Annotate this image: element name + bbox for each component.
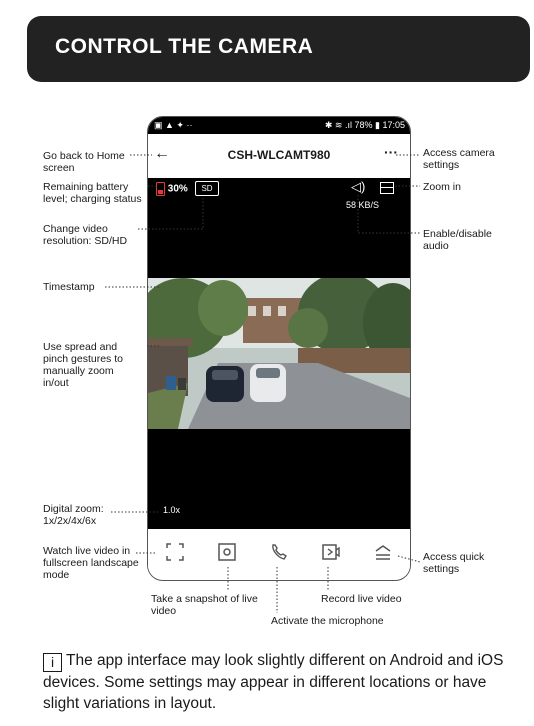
footer-text: The app interface may look slightly different on Android and iOS devices. Some settings may appear in different locations or have slight variations in layout.	[43, 652, 504, 712]
annotation-quick-settings: Access quick settings	[423, 551, 485, 575]
snapshot-icon[interactable]	[217, 542, 237, 562]
back-arrow-icon[interactable]: ←	[154, 145, 170, 162]
battery-icon	[156, 182, 165, 196]
annotation-zoom-in: Zoom in	[423, 181, 461, 193]
fullscreen-icon[interactable]	[165, 542, 185, 562]
annotation-record: Record live video	[321, 593, 402, 605]
status-bar	[148, 117, 410, 134]
record-icon[interactable]	[321, 542, 341, 562]
battery-glyph-icon: ▮	[375, 120, 380, 130]
signal-icon: ✱ ≋ .ıl	[324, 120, 352, 130]
resolution-button[interactable]: SD	[195, 181, 219, 196]
annotation-snapshot: Take a snapshot of live video	[151, 593, 258, 617]
annotation-microphone: Activate the microphone	[271, 615, 384, 627]
annotation-fullscreen: Watch live video in fullscreen landscape mode	[43, 545, 139, 581]
annotation-settings: Access camera settings	[423, 147, 495, 171]
zoom-level: 1.0x	[163, 505, 181, 515]
status-icons-left: ▣ ▲ ✦ ··	[154, 120, 193, 130]
app-bar	[148, 134, 410, 178]
status-battery: 78%	[354, 120, 373, 130]
camera-feed[interactable]	[148, 278, 410, 429]
device-name: CSH-WLCAMT980	[227, 148, 331, 162]
annotation-pinch: Use spread and pinch gestures to manually zoom in/out	[43, 341, 123, 389]
annotation-audio: Enable/disable audio	[423, 228, 492, 252]
annotation-timestamp: Timestamp	[43, 281, 95, 293]
annotation-back: Go back to Home screen	[43, 150, 125, 174]
annotation-resolution: Change video resolution: SD/HD	[43, 223, 128, 247]
battery-indicator	[156, 182, 188, 196]
page-header	[27, 16, 530, 82]
microphone-icon[interactable]	[269, 542, 289, 562]
status-right	[325, 120, 405, 131]
speaker-icon[interactable]: ◁)	[351, 179, 366, 194]
battery-level: 30%	[167, 183, 188, 195]
control-bar	[148, 529, 410, 578]
status-time: 17:05	[382, 120, 405, 130]
camera-scene-image	[148, 278, 410, 429]
annotation-digital-zoom: Digital zoom: 1x/2x/4x/6x	[43, 503, 104, 527]
live-view	[148, 178, 410, 529]
bitrate: 58 KB/S	[346, 200, 380, 210]
quick-settings-icon[interactable]	[373, 542, 393, 562]
page-title: CONTROL THE CAMERA	[55, 35, 314, 58]
info-icon: i	[43, 653, 62, 672]
annotation-battery: Remaining battery level; charging status	[43, 181, 142, 205]
phone-mockup	[147, 116, 411, 581]
zoom-icon[interactable]	[380, 182, 394, 194]
more-icon[interactable]: ···	[384, 144, 398, 160]
footer-note	[43, 650, 513, 714]
